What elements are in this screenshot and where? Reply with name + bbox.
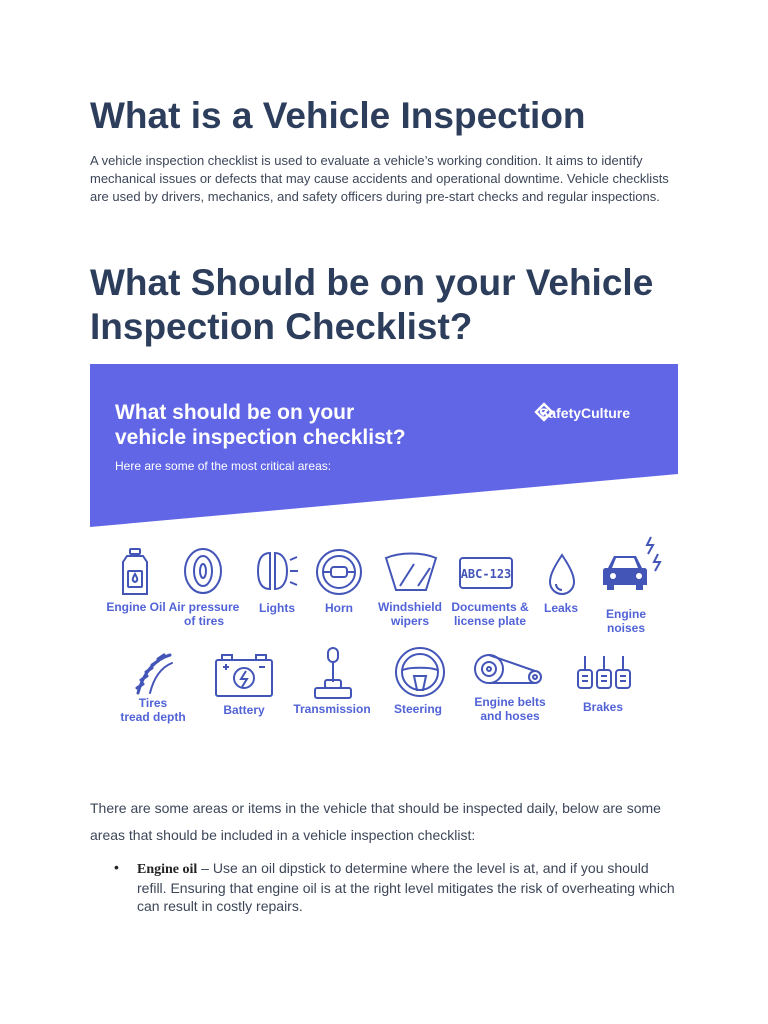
plate-text: ABC-123: [460, 567, 512, 581]
label-steering: Steering: [393, 702, 442, 716]
tire-tread-icon: [130, 651, 176, 697]
brand-logo: [534, 402, 630, 424]
label-windshield-wipers: Windshield wipers: [378, 600, 442, 628]
windshield-wiper-icon: [384, 552, 438, 594]
label-brakes: Brakes: [582, 700, 624, 714]
bullet-marker: •: [114, 859, 119, 875]
battery-icon: [214, 652, 274, 698]
label-battery: Battery: [223, 703, 265, 717]
areas-paragraph: There are some areas or items in the vehicle that should be inspected daily, below are some areas that should be included in a vehicle inspection checklist:: [90, 800, 661, 843]
label-engine-oil: Engine Oil: [106, 600, 166, 614]
label-engine-noises: Engine noises: [605, 607, 646, 635]
infographic-banner: [90, 364, 678, 529]
label-documents: Documents & license plate: [451, 600, 529, 628]
bullet-term: Engine oil: [137, 862, 198, 877]
license-plate-icon: [458, 556, 514, 590]
headlight-icon: [256, 550, 300, 592]
tire-icon: [180, 546, 226, 596]
bullet-description: – Use an oil dipstick to determine where the level is at, and if you should refill. Ensuring that engine oil is at the right level mitigates the risk of overheating which can result in costly repairs.: [137, 860, 675, 914]
horn-icon: [315, 548, 363, 596]
label-transmission: Transmission: [293, 702, 371, 716]
infographic-title: [115, 400, 445, 450]
intro-paragraph: A vehicle inspection checklist is used to evaluate a vehicle’s working condition. It aims to identify mechanical issues or defects that may cause accidents and operational downtime. Vehicle checklists are used by drivers, mechanics, and safety officers during pre-start checks and regular inspections.: [90, 153, 669, 204]
engine-oil-icon: [117, 547, 157, 597]
section-heading: What Should be on your Vehicle Inspection Checklist?: [90, 262, 654, 347]
brake-pedals-icon: [576, 654, 632, 690]
label-lights: Lights: [259, 601, 295, 615]
infographic-title-line2: vehicle inspection checklist?: [115, 426, 406, 449]
engine-belt-icon: [473, 653, 545, 689]
steering-wheel-icon: [394, 646, 446, 698]
label-tires-tread: Tires tread depth: [120, 696, 186, 724]
label-air-pressure: Air pressure of tires: [168, 600, 240, 628]
brand-name: SafetyCulture: [539, 405, 631, 421]
infographic-subtitle: Here are some of the most critical areas:: [115, 459, 332, 473]
label-leaks: Leaks: [543, 601, 579, 615]
label-horn: Horn: [325, 601, 353, 615]
bullet-engine-oil: [137, 859, 677, 915]
gear-shift-icon: [313, 646, 353, 700]
infographic-title-line1: What should be on your: [115, 401, 355, 424]
page-title: What is a Vehicle Inspection: [90, 95, 586, 136]
label-engine-belts: Engine belts and hoses: [474, 695, 546, 723]
car-noise-icon: [600, 534, 666, 598]
drop-icon: [547, 552, 577, 596]
brand-logo-icon: [534, 402, 554, 422]
